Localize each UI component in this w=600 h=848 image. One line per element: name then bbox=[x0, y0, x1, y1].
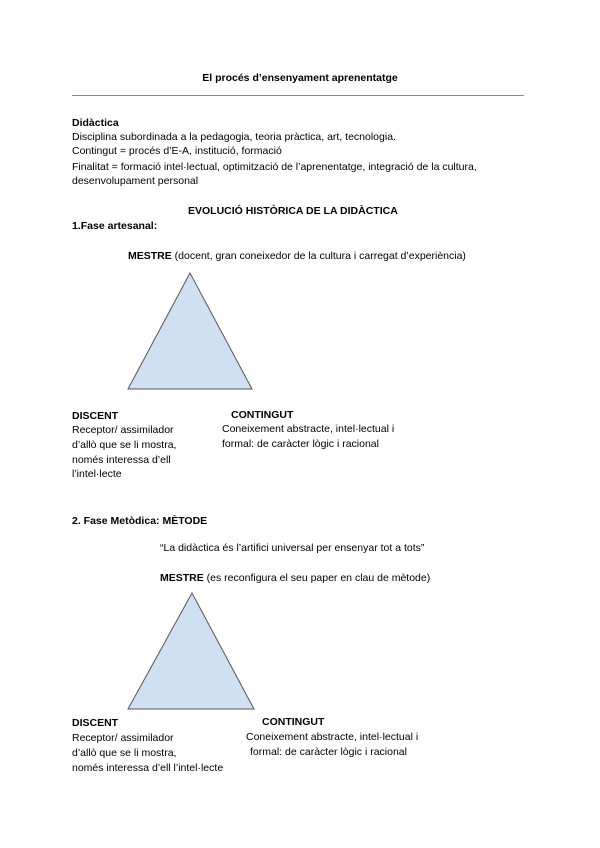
phase1-discent-line-2: d’allò que se li mostra, bbox=[72, 439, 177, 451]
phase1-discent-label: DISCENT bbox=[72, 410, 119, 422]
phase1-mestre bbox=[128, 250, 466, 262]
phase2-triangle-diagram bbox=[120, 587, 270, 715]
phase1-heading: 1.Fase artesanal: bbox=[72, 220, 158, 232]
phase2-mestre-label: MESTRE bbox=[160, 572, 204, 584]
phase2-discent-line-2: d’allò que se li mostra, bbox=[72, 747, 177, 759]
phase2-quote: “La didàctica és l’artifici universal per ensenyar tot a tots” bbox=[160, 542, 425, 554]
phase2-discent-label: DISCENT bbox=[72, 717, 119, 729]
page-title: El procés d’ensenyament aprenentatge bbox=[202, 72, 398, 84]
phase2-heading: 2. Fase Metòdica: MÈTODE bbox=[72, 515, 208, 527]
intro-heading: Didàctica bbox=[72, 117, 119, 129]
section-heading: EVOLUCIÓ HISTÒRICA DE LA DIDÀCTICA bbox=[188, 205, 398, 217]
phase1-triangle-diagram bbox=[120, 265, 270, 395]
intro-line-2: Contingut = procés d’E-A, institució, formació bbox=[72, 145, 282, 157]
phase1-triangle bbox=[128, 273, 252, 389]
phase1-contingut-label: CONTINGUT bbox=[231, 409, 294, 421]
phase1-discent-line-1: Receptor/ assimilador bbox=[72, 424, 174, 436]
phase2-contingut-line-1: Coneixement abstracte, intel·lectual i bbox=[246, 731, 419, 743]
phase1-mestre-label: MESTRE bbox=[128, 250, 172, 262]
phase2-triangle bbox=[128, 593, 254, 709]
phase1-discent-line-3: només interessa d’ell bbox=[72, 454, 171, 466]
phase1-mestre-desc: (docent, gran coneixedor de la cultura i carregat d’experiència) bbox=[171, 250, 466, 262]
phase1-contingut-line-1: Coneixement abstracte, intel·lectual i bbox=[222, 423, 395, 435]
phase2-mestre-desc: (es reconfigura el seu paper en clau de mètode) bbox=[203, 572, 431, 584]
phase2-contingut-line-2: formal: de caràcter lògic i racional bbox=[250, 746, 407, 758]
phase2-contingut-label: CONTINGUT bbox=[262, 716, 325, 728]
phase1-contingut-line-2: formal: de caràcter lògic i racional bbox=[222, 438, 379, 450]
phase1-discent-line-4: l’intel·lecte bbox=[72, 468, 122, 480]
phase2-discent-line-1: Receptor/ assimilador bbox=[72, 732, 174, 744]
phase2-discent-line-3: només interessa d’ell l’intel·lecte bbox=[72, 762, 224, 774]
phase2-mestre bbox=[160, 572, 430, 584]
intro-line-3: Finalitat = formació intel·lectual, optimització de l’aprenentatge, integració de la cultura, bbox=[72, 161, 477, 173]
intro-line-1: Disciplina subordinada a la pedagogia, teoria pràctica, art, tecnologia. bbox=[72, 131, 396, 143]
title-divider bbox=[72, 95, 524, 96]
intro-line-4: desenvolupament personal bbox=[72, 175, 199, 187]
